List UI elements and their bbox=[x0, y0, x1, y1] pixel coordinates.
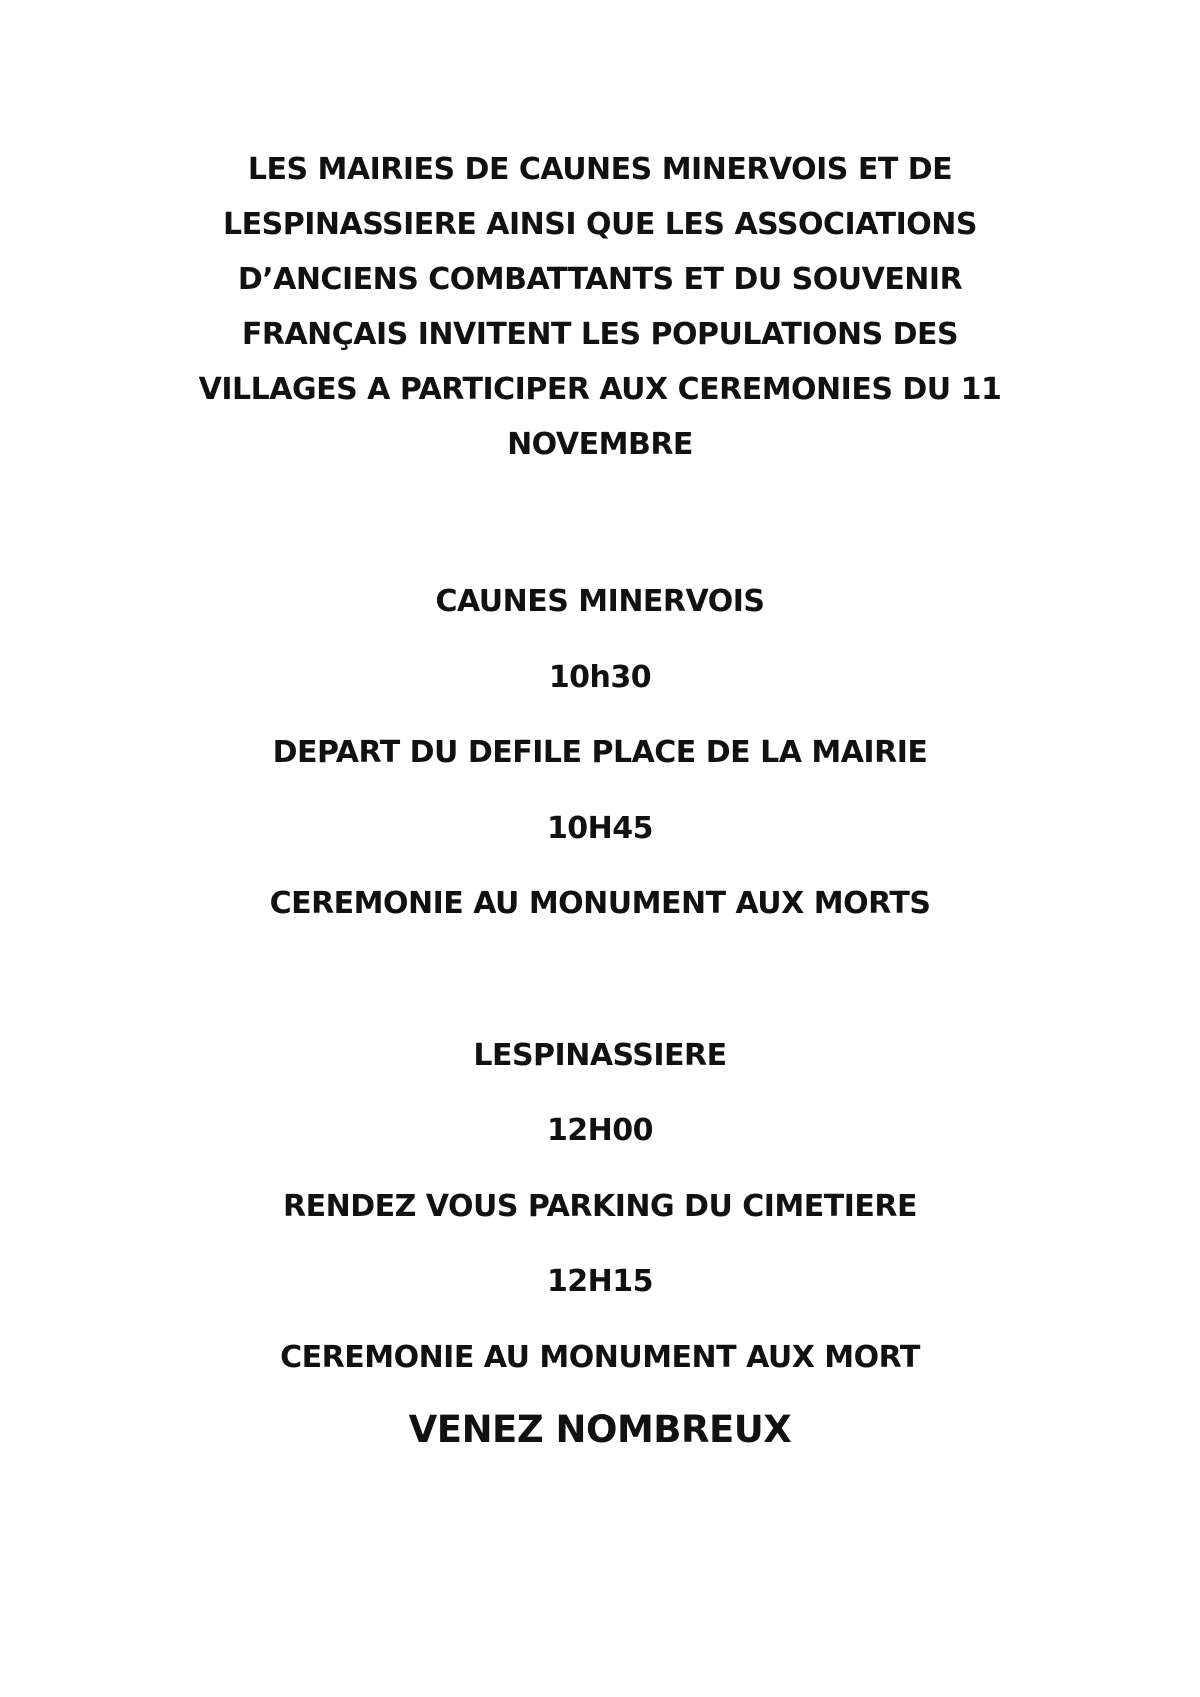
event-time: 12H00 bbox=[546, 1113, 654, 1148]
village-heading: CAUNES MINERVOIS bbox=[435, 584, 765, 619]
closing-call-to-action: VENEZ NOMBREUX bbox=[408, 1408, 792, 1451]
intro-line: LES MAIRIES DE CAUNES MINERVOIS ET DE bbox=[247, 152, 953, 187]
intro-line: NOVEMBRE bbox=[507, 427, 693, 462]
event-time: 10H45 bbox=[546, 811, 654, 846]
event-description: RENDEZ VOUS PARKING DU CIMETIERE bbox=[283, 1189, 917, 1224]
intro-line: VILLAGES A PARTICIPER AUX CEREMONIES DU 11 bbox=[198, 372, 1002, 407]
intro-line: FRANÇAIS INVITENT LES POPULATIONS DES bbox=[241, 317, 959, 352]
village-heading: LESPINASSIERE bbox=[473, 1038, 727, 1073]
event-description: DEPART DU DEFILE PLACE DE LA MAIRIE bbox=[272, 735, 928, 770]
event-description: CEREMONIE AU MONUMENT AUX MORTS bbox=[269, 886, 931, 921]
event-time: 12H15 bbox=[546, 1264, 654, 1299]
event-time: 10h30 bbox=[548, 660, 652, 695]
intro-line: LESPINASSIERE AINSI QUE LES ASSOCIATIONS bbox=[223, 207, 977, 242]
event-description: CEREMONIE AU MONUMENT AUX MORT bbox=[280, 1340, 920, 1375]
intro-line: D’ANCIENS COMBATTANTS ET DU SOUVENIR bbox=[237, 262, 963, 297]
